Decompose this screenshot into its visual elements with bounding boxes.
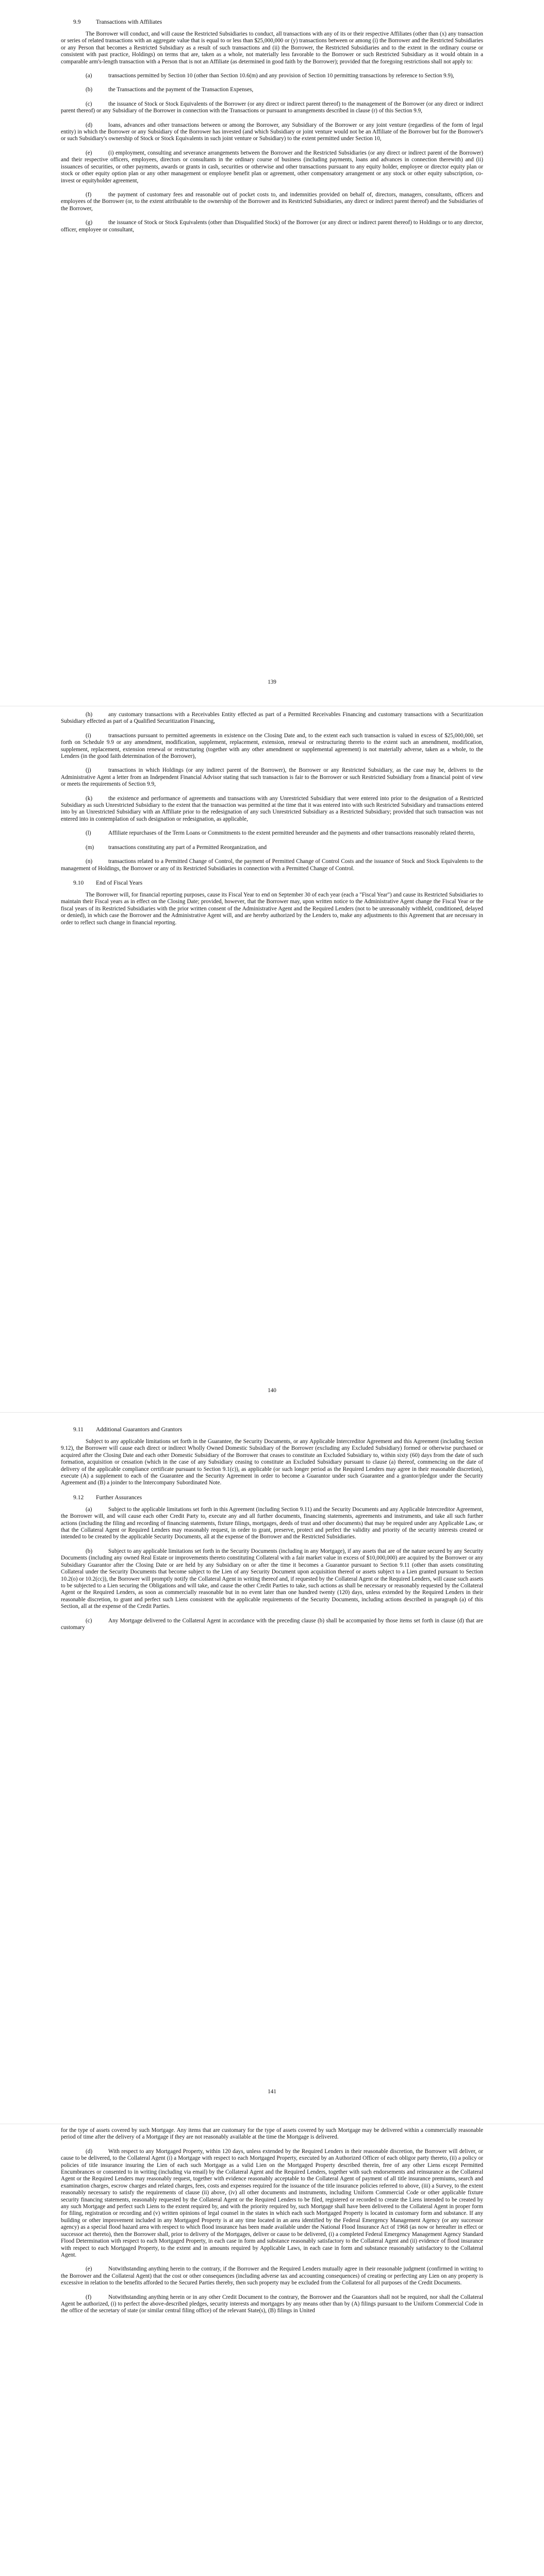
clause-a [61, 1506, 483, 1541]
clause-k [61, 795, 483, 823]
section-body: The Borrower will, for financial reporting purposes, cause its Fiscal Year to end on September 30 of each year (each a "Fiscal Year") and cause its Restricted Subsidiaries to maintain their Fiscal years as in effect on the Closing Date; provided, however, that the Borrower may, upon written notice to the Administrative Agent change the Fiscal Year or the fiscal years of its Restricted Subsidiaries with the prior written consent of the Administrative Agent and the Required Lenders (not to be unreasonably withheld, conditioned, delayed or denied), in which case the Borrower and the Administrative Agent will, and are hereby authorized by the Lenders to, make any adjustments to this Agreement that are necessary in order to reflect such change in financial reporting. [61, 891, 483, 926]
clause-label: (e) [86, 2266, 92, 2273]
clause-label: (d) [86, 122, 93, 128]
clause-m [61, 844, 483, 851]
clause-text: the Transactions and the payment of the Transaction Expenses, [108, 87, 254, 93]
clause-i [61, 733, 483, 760]
clause-b [61, 87, 483, 93]
clause-text: the issuance of Stock or Stock Equivalents (other than Disqualified Stock) of the Borrower (or any direct or indirect parent thereof) to Holdings or to any director, officer, employee or consultant, [61, 219, 483, 233]
clause-e [61, 150, 483, 184]
clause-label: (a) [86, 1506, 92, 1513]
clause-label: (c) [86, 100, 92, 107]
page-139 [0, 0, 544, 706]
section-title: Transactions with Affiliates [96, 19, 162, 25]
clause-text: transactions constituting any part of a Permitted Reorganization, and [108, 844, 267, 851]
clause-text: Affiliate repurchases of the Term Loans or Commitments to the extent permitted hereunder and the payments and other transactions reasonably related thereto, [108, 830, 475, 837]
section-heading-9-9 [61, 19, 483, 26]
continuation-text: for the type of assets covered by such Mortgage. Any items that are customary for the type of assets covered by such Mortgage may be delivered within a commercially reasonable period of time after the delivery of a Mortgage if they are not reasonably available at the time the Mortgage is delivered. [61, 2127, 483, 2141]
section-title: Additional Guarantors and Grantors [96, 1426, 183, 1433]
section-number: 9.9 [73, 19, 81, 25]
clause-text: the issuance of Stock or Stock Equivalents of the Borrower (or any direct or indirect parent thereof) to the management of the Borrower (or any direct or indirect parent thereof) or any Subsidiary of the Borrower in connection with the Transactions or pursuant to arrangements described in clause (r) of this Section 9.9, [61, 100, 483, 114]
clause-label: (n) [86, 858, 93, 865]
section-body: Subject to any applicable limitations set forth in the Guarantee, the Security Documents, or any Applicable Intercreditor Agreement and this Agreement (including Section 9.12), the Borrower will cause each direct or indirect Wholly Owned Domestic Subsidiary of the Borrower (excluding any Excluded Subsidiary) formed or otherwise purchased or acquired after the Closing Date and each other Domestic Subsidiary of the Borrower that ceases to constitute an Excluded Subsidiary to, within sixty (60) days from the date of such formation, acquisition or cessation (which in the case of any Subsidiary ceasing to constitute an Excluded Subsidiary pursuant to clause (a) thereof, commencing on the date of delivery of the applicable compliance certificate pursuant to Section 9.1(c)), as applicable (or such longer period as the Required Lenders may agree in their reasonable discretion), execute (A) a supplement to each of the Guarantee and the Security Agreement in order to become a Guarantor under such Guarantee and a grantor/pledgor under the Security Agreement and (B) a joinder to the Intercompany Subordinated Note. [61, 1438, 483, 1486]
clause-label: (b) [86, 1548, 93, 1554]
clause-l [61, 830, 483, 837]
clause-label: (h) [86, 711, 93, 718]
clause-a [61, 73, 483, 79]
clause-label: (b) [86, 87, 93, 93]
clause-d [61, 122, 483, 143]
section-number: 9.10 [73, 879, 84, 886]
clause-label: (c) [86, 1617, 92, 1624]
clause-label: (l) [86, 830, 91, 837]
clause-label: (m) [86, 844, 94, 851]
clause-label: (k) [86, 795, 93, 802]
section-heading-9-11 [61, 1426, 483, 1433]
clause-h [61, 711, 483, 725]
section-number: 9.11 [73, 1426, 84, 1433]
clause-label: (j) [86, 767, 91, 774]
clause-label: (a) [86, 73, 92, 79]
clause-f [61, 2294, 483, 2315]
clause-text: Any Mortgage delivered to the Collateral Agent in accordance with the preceding clause (b) shall be accompanied by those items set forth in clause (d) that are customary [61, 1617, 483, 1631]
section-title: Further Assurances [96, 1494, 142, 1501]
clause-text: Subject to the applicable limitations set forth in this Agreement (including Section 9.11) and the Security Documents and any Applicable Intercreditor Agreement, the Borrower will, and will cause each other Credit Party to, execute any and all further documents, financing statements, agreements and instruments, and take all such further actions (including the filing and recording of financing statements, fixture filings, mortgages, deeds of trust and other documents) that may be required under any Applicable Law, or that the Collateral Agent or Required Lenders may reasonably request, in order to grant, preserve, protect and perfect the validity and priority of the security interests created or intended to be created by the applicable Security Documents, all at the expense of the Borrower and the Restricted Subsidiaries. [61, 1506, 483, 1540]
clause-label: (d) [86, 2148, 93, 2155]
clause-j [61, 767, 483, 788]
clause-text: transactions related to a Permitted Change of Control, the payment of Permitted Change of Control Costs and the issuance of Stock and Stock Equivalents to the management of Holdings, the Borrower or any of its Restricted Subsidiaries in connection with a Permitted Change of Control. [61, 858, 483, 872]
clause-label: (e) [86, 149, 92, 156]
clause-label: (f) [86, 191, 92, 198]
clause-d [61, 2148, 483, 2259]
clause-text: transactions in which Holdings (or any indirect parent of the Borrower), the Borrower or any Restricted Subsidiary, as the case may be, delivers to the Administrative Agent a letter from an Independent Financial Advisor stating that such transaction is fair to the Borrower or such Restricted Subsidiary from a financial point of view or meets the requirements of Section 9.9, [61, 767, 483, 788]
clause-text: Notwithstanding anything herein to the contrary, if the Borrower and the Required Lenders mutually agree in their reasonable judgment (confirmed in writing to the Borrower and the Collateral Agent) that the cost or other consequences (including adverse tax and accounting consequences) of creating or perfecting any Lien on any property is excessive in relation to the benefits afforded to the Secured Parties thereby, then such property may be excluded from the Collateral for all purposes of the Credit Documents. [61, 2266, 483, 2286]
section-title: End of Fiscal Years [96, 879, 143, 886]
clause-e [61, 2266, 483, 2286]
clause-text: (i) employment, consulting and severance arrangements between the Borrower and the Restricted Subsidiaries (or any direct or indirect parent of the Borrower) and their respective officers, employees, directors or consultants in the ordinary course of business (including payments, loans and advances in connection therewith) and (ii) issuances of securities, or other payments, awards or grants in cash, securities or otherwise and other transactions pursuant to any equity holder, employee or director equity plan or stock or other equity option plan or any other management or employee benefit plan or agreement, other compensatory arrangement or any stock or other equity subscription, co-invest or equityholder agreement, [61, 149, 483, 184]
page-number: 141 [268, 2089, 276, 2095]
clause-text: Subject to any applicable limitations set forth in the Security Documents (including in any Mortgage), if any assets that are of the nature secured by any Security Documents (including any owned Real Estate or improvements thereto constituting Collateral with a fair market value in excess of $10,000,000) are acquired by the Borrower or any Subsidiary Guarantor after the Closing Date or are held by any Subsidiary on or after the time it becomes a Guarantor pursuant to Section 9.11 (other than assets constituting Collateral under the Security Documents that become subject to the Lien of any Security Document upon acquisition thereof or assets subject to a Lien granted pursuant to Section 10.2(o) or 10.2(cc)), the Borrower will promptly notify the Collateral Agent in writing thereof and, if requested by the Collateral Agent or the Required Lenders, will cause such assets to be subjected to a Lien securing the Obligations and will take, and cause the other Credit Parties to take, such actions as shall be necessary or reasonably requested by the Collateral Agent or the Required Lenders, as soon as commercially reasonable but in no event later than one hundred twenty (120) days, unless extended by the Required Lenders in their reasonable discretion, to grant and perfect such Liens consistent with the applicable requirements of the Security Documents, including actions described in paragraph (a) of this Section, all at the expense of the Credit Parties. [61, 1548, 483, 1610]
clause-text: loans, advances and other transactions between or among the Borrower, any Subsidiary of the Borrower or any joint venture (regardless of the form of legal entity) in which the Borrower or any Subsidiary of the Borrower has invested (and which Subsidiary or joint venture would not be an Affiliate of the Borrower but for the Borrower's or such Subsidiary's ownership of Stock or Stock Equivalents in such joint venture or Subsidiary) to the extent permitted under Section 10, [61, 122, 483, 142]
section-number: 9.12 [73, 1494, 84, 1501]
clause-c [61, 101, 483, 115]
clause-g [61, 219, 483, 233]
clause-n [61, 858, 483, 872]
clause-text: Notwithstanding anything herein or in any other Credit Document to the contrary, the Borrower and the Guarantors shall not be required, nor shall the Collateral Agent be authorized, (i) to perfect the above-described pledges, security interests and mortgages by any means other than by (A) filings pursuant to the Uniform Commercial Code in the office of the secretary of state (or similar central filing office) of the relevant State(s), (B) filings in United [61, 2294, 483, 2314]
clause-label: (f) [86, 2294, 92, 2300]
clause-text: transactions pursuant to permitted agreements in existence on the Closing Date and, to the extent each such transaction is valued in excess of $25,000,000, set forth on Schedule 9.9 or any amendment, modification, supplement, replacement, extension, renewal or restructuring thereto to the extent such an amendment, modification, supplement, replacement, extension renewal or restructuring (together with any other amendment or supplemental agreement) is not materially adverse, taken as a whole, to the Lenders (in the good faith determination of the Borrower), [61, 732, 483, 760]
clause-b [61, 1548, 483, 1611]
clause-text: With respect to any Mortgaged Property, within 120 days, unless extended by the Required Lenders in their reasonable discretion, the Borrower will deliver, or cause to be delivered, to the Collateral Agent (i) a Mortgage with respect to each Mortgaged Property, executed by an Authorized Officer of each obligor party thereto, (ii) a policy or policies of title insurance insuring the Lien of each such Mortgage as a valid Lien on the Mortgaged Property described therein, free of any other Liens except Permitted Encumbrances or consented to in writing (including via email) by the Collateral Agent and the Required Lenders, together with such endorsements and reinsurance as the Collateral Agent or the Required Lenders may reasonably request, together with evidence reasonably acceptable to the Collateral Agent of payment of all title insurance premiums, search and examination charges, escrow charges and related charges, fees, costs and expenses required for the issuance of the title insurance policies referred to above, (iii) a Survey, to the extent reasonably necessary to satisfy the requirements of clause (ii) above, (iv) all other documents and instruments, including Uniform Commercial Code or other applicable fixture security financing statements, reasonably requested by the Collateral Agent or the Required Lenders to be filed, registered or recorded to create the Liens intended to be created by any such Mortgage and perfect such Liens to the extent required by, and with the priority required by, such Mortgage shall have been delivered to the Collateral Agent in proper form for filing, registration or recording and (v) written opinions of legal counsel in the states in which each such Mortgaged Property is located in customary form and substance. If any building or other improvement included in any Mortgaged Property is at any time located in an area identified by the Federal Emergency Management Agency (or any successor agency) as a special flood hazard area with respect to which flood insurance has been made available under the National Flood Insurance Act of 1968 (as now or hereafter in effect or successor act thereto), then the Borrower shall, prior to delivery of the Mortgages, deliver or cause to be delivered, (i) a completed Federal Emergency Management Agency Standard Flood Determination with respect to each Mortgaged Property, in each case in form and substance reasonably satisfactory to the Collateral Agent and (ii) evidence of flood insurance with respect to each Mortgaged Property, to the extent and in amounts required by Applicable Laws, in each case in form and substance reasonably satisfactory to the Collateral Agent. [61, 2148, 483, 2258]
clause-text: any customary transactions with a Receivables Entity effected as part of a Permitted Receivables Financing and customary transactions with a Securitization Subsidiary effected as part of a Qualified Securitization Financing, [61, 711, 483, 725]
section-heading-9-12 [61, 1494, 483, 1501]
clause-label: (i) [86, 732, 91, 739]
page-141 [0, 1413, 544, 2124]
clause-label: (g) [86, 219, 93, 226]
section-intro: The Borrower will conduct, and will cause the Restricted Subsidiaries to conduct, all transactions with any of its or their respective Affiliates (other than (x) any transaction or series of related transactions with an aggregate value that is equal to or less than $25,000,000 or (y) transactions between or among (i) the Borrower and the Restricted Subsidiaries or any Person that becomes a Restricted Subsidiary as a result of such transactions and (ii) the Borrower, the Restricted Subsidiaries and to the extent in the ordinary course or consistent with past practice, Holdings) on terms that are, taken as a whole, not materially less favorable to the Borrower or such Restricted Subsidiary as it would obtain in a comparable arm's-length transaction with a Person that is not an Affiliate (as determined in good faith by the Borrower); provided that the foregoing restrictions shall not apply to: [61, 31, 483, 65]
clause-text: transactions permitted by Section 10 (other than Section 10.6(m) and any provision of Section 10 permitting transactions by reference to Section 9.9), [108, 73, 454, 79]
page-number: 140 [268, 1387, 276, 1394]
page-142 [0, 2124, 544, 2576]
section-heading-9-10 [61, 879, 483, 887]
clause-c [61, 1618, 483, 1632]
clause-f [61, 192, 483, 212]
clause-text: the payment of customary fees and reasonable out of pocket costs to, and indemnities provided on behalf of, directors, managers, consultants, officers and employees of the Borrower (or, to the extent attributable to the ownership of the Borrower and its Restricted Subsidiaries, any direct or indirect parent thereof) and the Subsidiaries of the Borrower, [61, 191, 483, 212]
page-number: 139 [268, 679, 276, 685]
page-140 [0, 706, 544, 1412]
clause-text: the existence and performance of agreements and transactions with any Unrestricted Subsidiary that were entered into prior to the designation of a Restricted Subsidiary as such Unrestricted Subsidiary to the extent that the transaction was permitted at the time that it was entered into with such Restricted Subsidiary and transactions entered into by an Unrestricted Subsidiary with an Affiliate prior to the redesignation of any such Unrestricted Subsidiary as a Restricted Subsidiary; provided that such transaction was not entered into in contemplation of such designation or redesignation, as applicable, [61, 795, 483, 822]
